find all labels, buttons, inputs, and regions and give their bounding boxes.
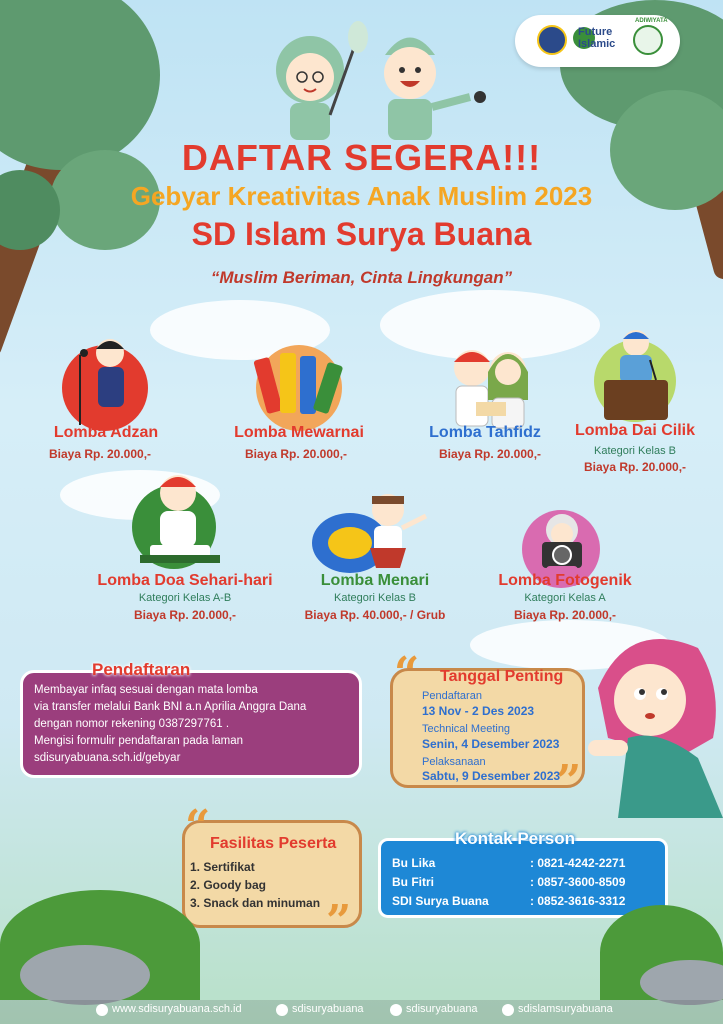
contact-number: : 0857-3600-8509 <box>530 875 626 889</box>
competition-fee: Biaya Rp. 20.000,- <box>513 608 617 622</box>
crayons-icon <box>250 338 350 428</box>
competition-name: Lomba Tahfidz <box>429 424 541 441</box>
competition-name: Lomba Mewarnai <box>234 424 364 441</box>
competition-category: Kategori Kelas A <box>524 592 606 604</box>
sponsor-logos <box>515 15 680 67</box>
competition-fee: Biaya Rp. 20.000,- <box>48 447 152 461</box>
contact-name: SDI Surya Buana <box>392 894 489 908</box>
competition-fee: Biaya Rp. 20.000,- <box>244 447 348 461</box>
facility-item: 2. Goody bag <box>190 878 267 892</box>
adiwiyata-logo-text: ADIWIYATA <box>635 18 668 24</box>
competition-name: Lomba Dai Cilik <box>574 422 696 439</box>
competition-fee: Biaya Rp. 20.000,- <box>438 447 542 461</box>
rock-decoration <box>20 945 150 1005</box>
competition-fee: Biaya Rp. 40.000,- / Grub <box>304 608 446 622</box>
footer-facebook[interactable]: sdisuryabuana <box>406 1003 478 1015</box>
competition-name: Lomba Menari <box>320 572 430 589</box>
competition-name: Lomba Fotogenik <box>498 572 632 589</box>
facility-item: 1. Sertifikat <box>190 860 255 874</box>
pendaftaran-text: Membayar infaq sesuai dengan mata lomba via transfer melalui Bank BNI a.n Aprilia Anggra Dana dengan nomor rekening 0387297761 . Mengisi formulir pendaftaran pada laman sdisuryabuana.sch.id/gebyar <box>34 684 307 764</box>
date-value: Senin, 4 Desember 2023 <box>422 737 560 751</box>
facebook-icon <box>390 1004 402 1016</box>
competition-category: Kategori Kelas A-B <box>138 592 232 604</box>
praying-kid-icon <box>140 465 220 565</box>
quote-open-icon: “ <box>185 801 211 852</box>
tanggal-penting-title: Tanggal Penting <box>440 668 564 685</box>
quote-open-icon: “ <box>394 648 420 699</box>
dai-cilik-kid-icon <box>600 325 672 420</box>
globe-icon <box>96 1004 108 1016</box>
date-label: Pelaksanaan <box>422 756 486 768</box>
kontak-title: Kontak Person <box>455 829 575 848</box>
youtube-icon <box>502 1004 514 1016</box>
facility-item: 3. Snack dan minuman <box>190 896 321 910</box>
headline: DAFTAR SEGERA!!! <box>181 137 542 178</box>
footer-youtube[interactable]: sdislamsuryabuana <box>518 1003 613 1015</box>
adiwiyata-logo-icon <box>633 25 663 55</box>
event-title: Gebyar Kreativitas Anak Muslim 2023 <box>130 181 593 211</box>
tahfidz-kids-icon <box>440 340 540 430</box>
tagline: “Muslim Beriman, Cinta Lingkungan” <box>210 268 513 287</box>
kids-cleaning-illustration <box>260 15 500 140</box>
contact-number: : 0852-3616-3312 <box>530 894 626 908</box>
quote-close-icon: ” <box>556 756 582 807</box>
competition-name: Lomba Adzan <box>53 424 159 441</box>
future-islamic-logo: Future Islamic <box>578 26 616 50</box>
dancing-kid-icon <box>310 488 430 578</box>
pendaftaran-title: Pendaftaran <box>92 660 191 679</box>
date-value: Sabtu, 9 Desember 2023 <box>422 769 561 783</box>
date-label: Technical Meeting <box>422 723 511 735</box>
fasilitas-title: Fasilitas Peserta <box>210 835 337 852</box>
footer-website[interactable]: www.sdisuryabuana.sch.id <box>112 1003 242 1015</box>
date-label: Pendaftaran <box>422 690 482 702</box>
competition-fee: Biaya Rp. 20.000,- <box>583 460 687 474</box>
contact-name: Bu Lika <box>392 856 436 870</box>
ministry-logo-icon <box>537 25 567 55</box>
competition-category: Kategori Kelas B <box>334 592 416 604</box>
footer-instagram[interactable]: sdisuryabuana <box>292 1003 364 1015</box>
contact-name: Bu Fitri <box>392 875 434 889</box>
contact-number: : 0821-4242-2271 <box>530 856 626 870</box>
date-value: 13 Nov - 2 Des 2023 <box>422 704 535 718</box>
competition-category: Kategori Kelas B <box>594 445 676 457</box>
competition-fee: Biaya Rp. 20.000,- <box>133 608 237 622</box>
quote-close-icon: ” <box>326 896 352 947</box>
competition-name: Lomba Doa Sehari-hari <box>97 572 273 589</box>
girl-peeking-illustration <box>588 628 723 818</box>
instagram-icon <box>276 1004 288 1016</box>
adzan-kid-icon <box>70 335 140 430</box>
school-name: SD Islam Surya Buana <box>191 216 532 252</box>
